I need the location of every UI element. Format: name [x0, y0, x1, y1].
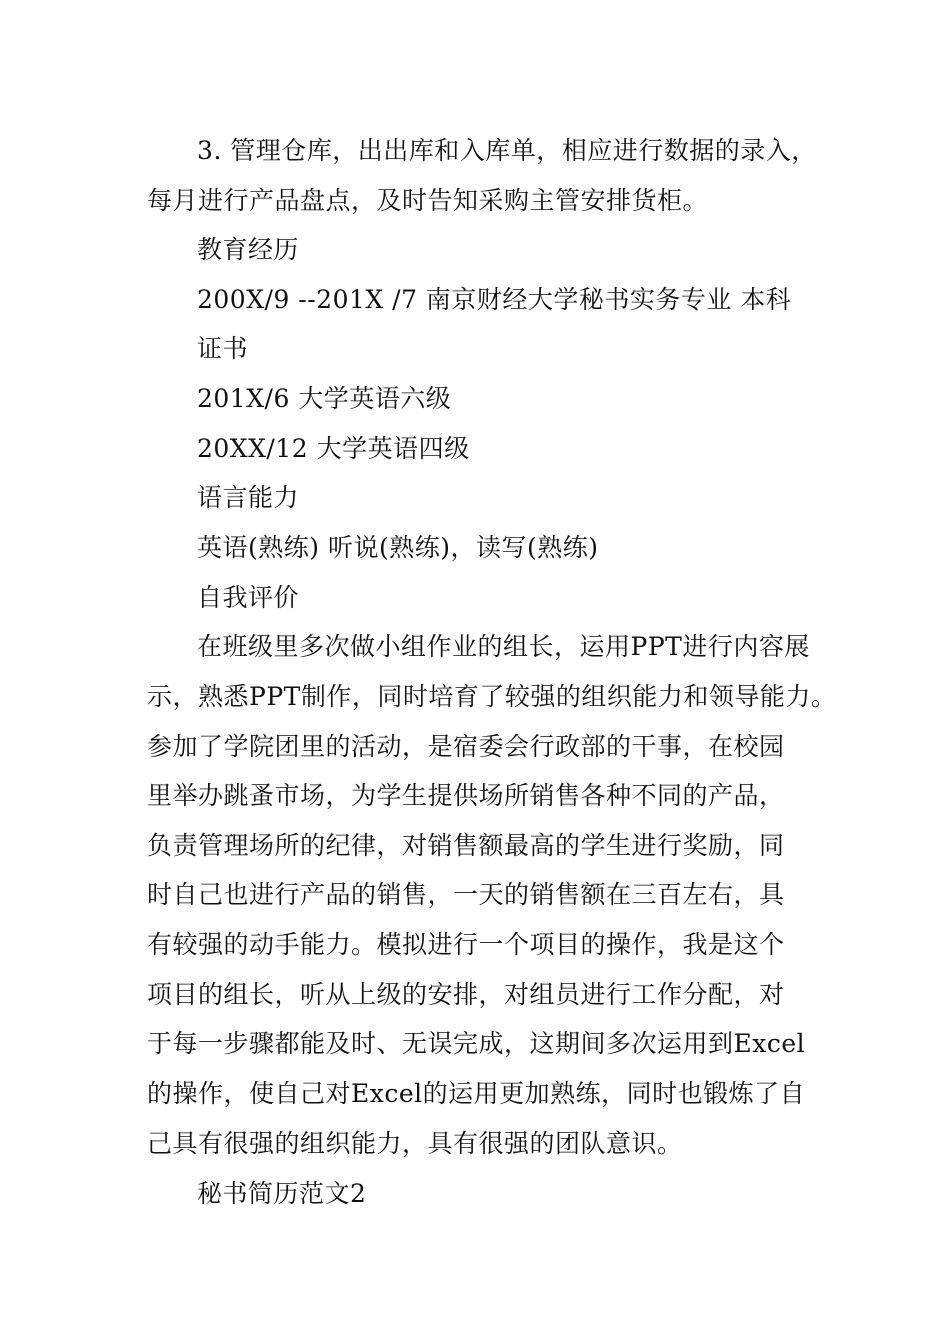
education-entry: 200X/9 --201X /7 南京财经大学秘书实务专业 本科	[197, 285, 792, 314]
paragraph-line: 3. 管理仓库，出出库和入库单，相应进行数据的录入，	[197, 136, 817, 165]
paragraph-line: 己具有很强的组织能力，具有很强的团队意识。	[147, 1129, 683, 1158]
paragraph-line: 的操作，使自己对Excel的运用更加熟练，同时也锻炼了自	[147, 1079, 806, 1108]
section-heading-language: 语言能力	[197, 483, 300, 512]
certificate-entry: 20XX/12 大学英语四级	[197, 434, 470, 463]
language-entry: 英语(熟练) 听说(熟练)，读写(熟练)	[197, 533, 599, 562]
paragraph-line: 在班级里多次做小组作业的组长，运用PPT进行内容展	[197, 632, 810, 661]
section-heading-education: 教育经历	[197, 235, 300, 264]
paragraph-line: 参加了学院团里的活动，是宿委会行政部的干事，在校园	[147, 732, 785, 761]
section-heading-self-evaluation: 自我评价	[197, 583, 300, 612]
paragraph-line: 时自己也进行产品的销售，一天的销售额在三百左右，具	[147, 880, 785, 909]
paragraph-line: 示，熟悉PPT制作，同时培育了较强的组织能力和领导能力。	[147, 682, 837, 711]
paragraph-line: 负责管理场所的纪律，对销售额最高的学生进行奖励，同	[147, 831, 785, 860]
certificate-entry: 201X/6 大学英语六级	[197, 384, 452, 413]
section-heading-sample-2: 秘书简历范文2	[197, 1179, 367, 1208]
paragraph-line: 有较强的动手能力。模拟进行一个项目的操作，我是这个	[147, 930, 785, 959]
paragraph-line: 里举办跳蚤市场，为学生提供场所销售各种不同的产品，	[147, 781, 785, 810]
paragraph-line: 项目的组长，听从上级的安排，对组员进行工作分配，对	[147, 980, 785, 1009]
paragraph-line: 每月进行产品盘点，及时告知采购主管安排货柜。	[147, 186, 709, 215]
paragraph-line: 于每一步骤都能及时、无误完成，这期间多次运用到Excel	[147, 1029, 806, 1058]
section-heading-certificates: 证书	[197, 334, 249, 363]
